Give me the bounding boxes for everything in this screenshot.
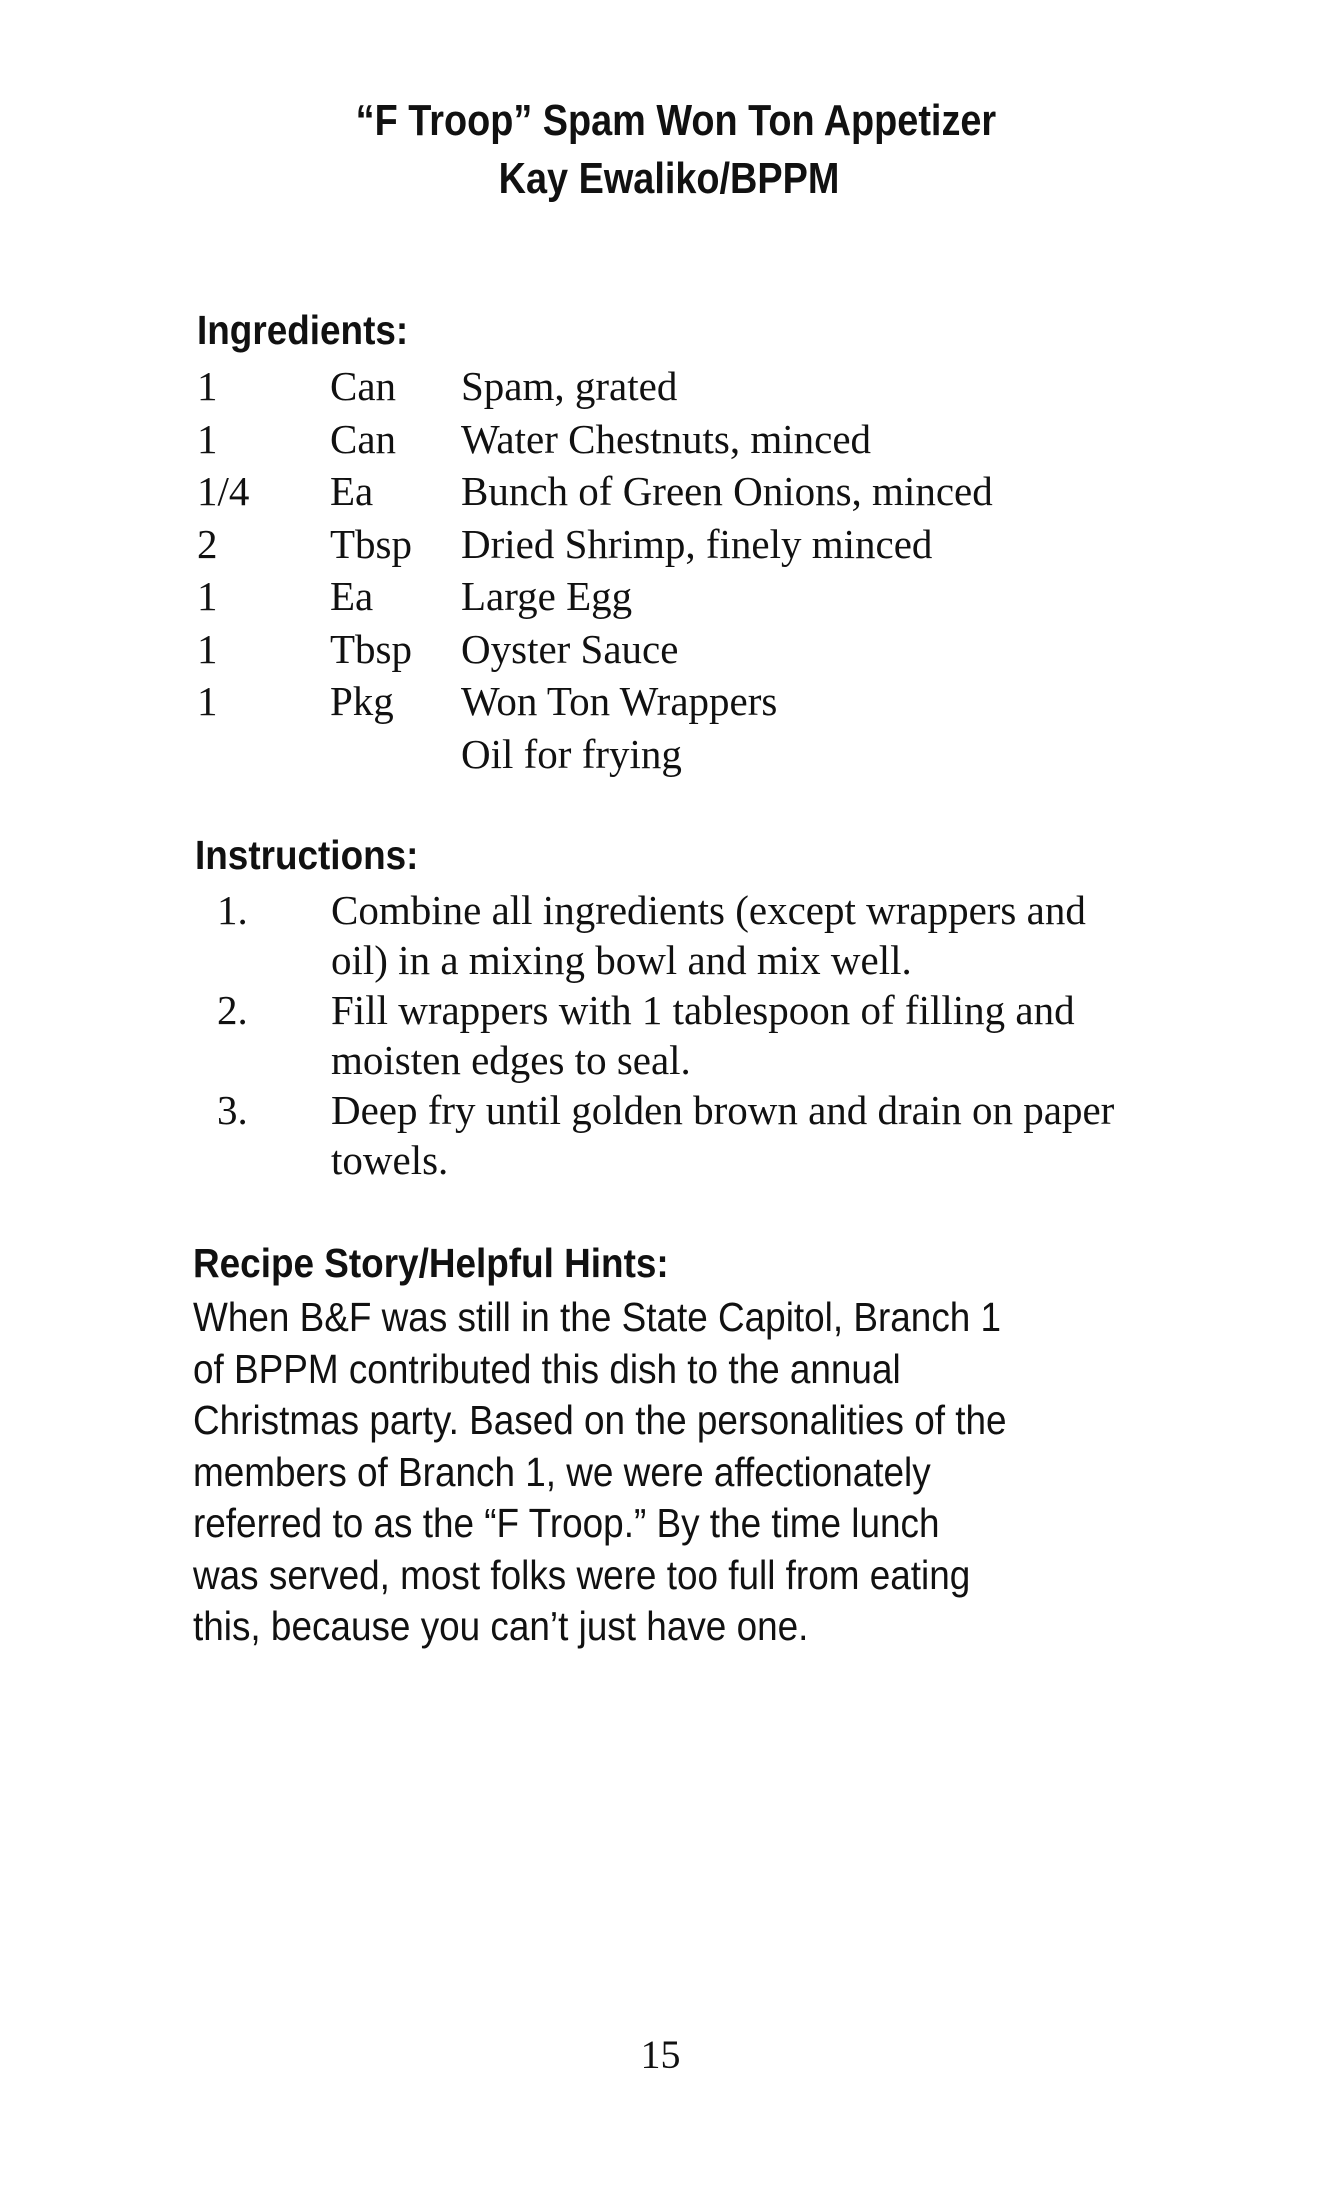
step-text: Combine all ingredients (except wrappers and oil) in a mixing bowl and mix well. <box>331 887 1086 983</box>
ingredient-name: Spam, grated <box>461 363 678 409</box>
step-number: 3. <box>217 1087 248 1133</box>
ingredient-row <box>197 675 1197 728</box>
ingredient-name: Bunch of Green Onions, minced <box>461 468 993 514</box>
step-text: Fill wrappers with 1 tablespoon of filling and moisten edges to seal. <box>331 987 1075 1083</box>
instructions-heading: Instructions: <box>195 832 419 878</box>
ingredient-quantity: 1 <box>197 678 218 724</box>
ingredient-row <box>197 465 1197 518</box>
instruction-step <box>195 985 1145 1085</box>
ingredient-unit: Ea <box>330 573 374 619</box>
recipe-title: “F Troop” Spam Won Ton Appetizer <box>355 96 997 145</box>
instructions-list <box>195 885 1145 1185</box>
story-heading: Recipe Story/Helpful Hints: <box>193 1240 669 1286</box>
ingredient-name: Large Egg <box>461 573 633 619</box>
ingredient-unit: Tbsp <box>330 625 412 672</box>
ingredient-quantity: 1 <box>197 573 218 619</box>
ingredient-name: Won Ton Wrappers <box>461 678 778 724</box>
ingredient-row <box>197 360 1197 413</box>
ingredients-heading: Ingredients: <box>197 307 409 353</box>
ingredient-quantity: 1 <box>197 363 218 409</box>
ingredient-name: Water Chestnuts, minced <box>461 415 872 462</box>
ingredient-quantity: 1/4 <box>197 468 250 514</box>
instruction-step <box>195 1085 1145 1185</box>
ingredient-unit: Ea <box>330 468 374 514</box>
ingredient-unit: Tbsp <box>330 520 412 567</box>
ingredient-row <box>197 728 1197 781</box>
ingredient-row <box>197 518 1197 571</box>
recipe-story <box>193 1292 1152 1653</box>
step-number: 1. <box>217 887 248 933</box>
ingredient-quantity: 1 <box>197 625 218 672</box>
ingredient-quantity: 2 <box>197 520 218 567</box>
story-line: of BPPM contributed this dish to the annual <box>193 1345 901 1392</box>
ingredient-name: Dried Shrimp, finely minced <box>461 520 933 567</box>
ingredient-row <box>197 570 1197 623</box>
ingredient-unit: Can <box>330 363 397 409</box>
story-line: Christmas party. Based on the personalities of the <box>193 1397 1007 1443</box>
step-number: 2. <box>217 987 248 1033</box>
ingredient-unit: Can <box>330 415 397 462</box>
ingredient-name: Oil for frying <box>461 730 682 777</box>
instruction-step <box>195 885 1145 985</box>
story-line: When B&F was still in the State Capitol, Branch 1 <box>193 1294 1002 1340</box>
story-line: this, because you can’t just have one. <box>193 1603 809 1649</box>
story-line: referred to as the “F Troop.” By the time lunch <box>193 1500 940 1546</box>
ingredient-row <box>197 413 1197 466</box>
ingredient-name: Oyster Sauce <box>461 625 679 672</box>
ingredient-row <box>197 623 1197 676</box>
recipe-title-block <box>92 92 1228 208</box>
ingredient-unit: Pkg <box>330 678 394 724</box>
ingredients-list <box>197 360 1197 780</box>
page-number: 15 <box>640 2032 681 2077</box>
story-line: members of Branch 1, we were affectionately <box>193 1448 931 1495</box>
recipe-author: Kay Ewaliko/BPPM <box>498 154 840 203</box>
step-text: Deep fry until golden brown and drain on paper towels. <box>331 1087 1115 1183</box>
ingredient-quantity: 1 <box>197 415 218 462</box>
story-line: was served, most folks were too full from eating <box>193 1551 971 1598</box>
